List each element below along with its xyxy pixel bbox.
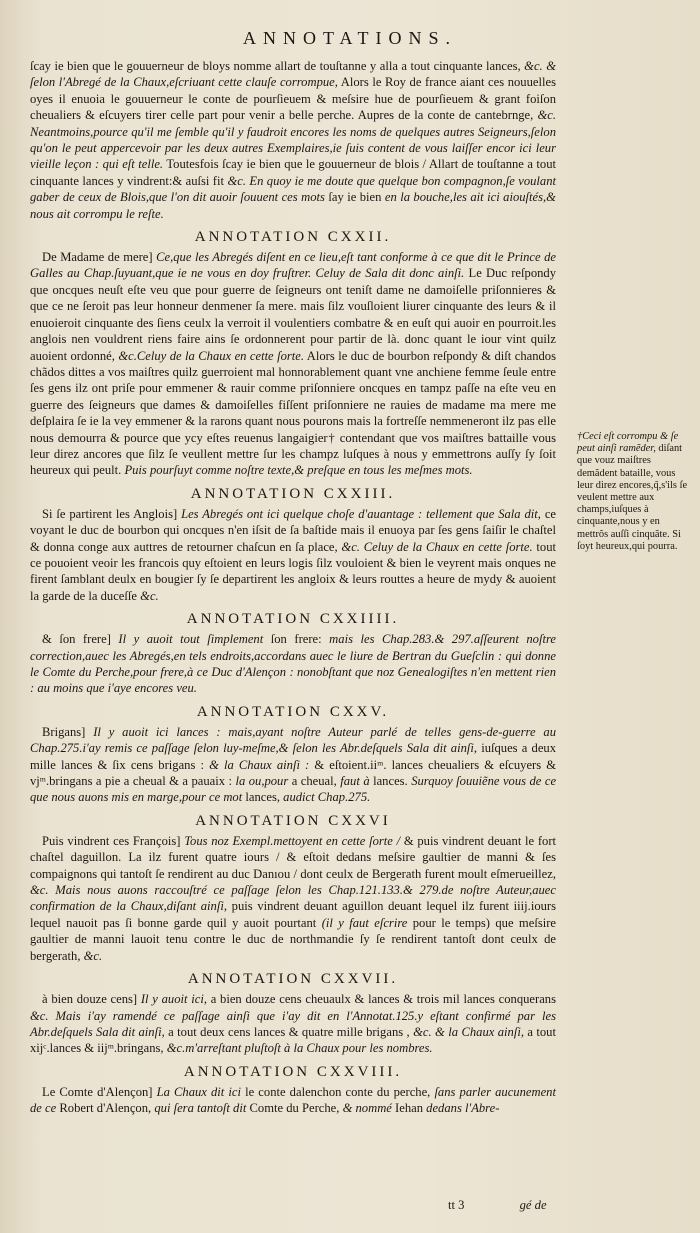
italic-commentary: ſans parler aucunement de ce <box>30 1084 556 1116</box>
quoted-text: iuſques a deux mille lances & ſix cens brigans : <box>30 741 557 772</box>
italic-commentary: †Ceci eſt corrompu & ſe peut ainſi ramẽder, <box>577 431 679 455</box>
italic-commentary: (il y faut eſcrire <box>321 915 408 930</box>
main-text-column <box>30 58 556 1117</box>
quoted-text: le conte dalenchon conte du perche, <box>245 1084 431 1099</box>
quoted-text: diſant que vouz maiſtres demãdent bataille, vous leur direz encores,q̃,s'ils ſe veulent mettre aux champs,iuſques à cinquante,nous y en mettrõs auſſi cinquãte. Si ſoyt heureux,qui pourra. <box>577 443 688 552</box>
quoted-text: a tout xijᶜ.lances & iijᵐ.bringans, <box>30 1024 556 1056</box>
annotation-paragraph <box>30 1084 556 1117</box>
quoted-text: & eſtoient.iiᵐ. lances cheualiers & eſcuyers & vjᵐ.bringans a pie a cheual & a pauaix : <box>30 757 557 789</box>
running-head: ANNOTATIONS. <box>242 28 458 48</box>
quoted-text: & ſon frere] <box>42 632 111 647</box>
italic-commentary: Il y auoit tout ſimplement <box>118 632 264 647</box>
italic-commentary: faut à <box>340 774 370 789</box>
quoted-text: a cheual, <box>291 774 337 789</box>
quoted-text: a tout deux cens lances & quatre mille brigans , <box>168 1024 410 1039</box>
quoted-text: ſcay ie bien que le gouuerneur de bloys nomme allart de touſtanne y alla a tout cinquante lances, <box>30 59 521 73</box>
quoted-text: puis vindrent deuant aguillon deuant lequel ilz furent iiij.iours lequel nauoit pas ſi bonne garde quil y auoit pourtant <box>30 899 557 930</box>
quoted-text: Iehan <box>395 1101 424 1116</box>
italic-commentary: &c. En quoy ie me doute que quelque bon compagnon,ſe voulant gaber de ceux de Blois,que l'on dit auoir ſouuent ces mots <box>30 173 557 205</box>
quoted-text: a bien douze cens cheuaulx & lances & trois mil lances conquerans <box>210 992 556 1007</box>
italic-commentary: & la Chaux ainſi : <box>209 757 310 772</box>
italic-commentary: audict Chap.275. <box>283 790 371 805</box>
italic-commentary: Les Abregés ont ici quelque choſe d'auantage : tellement que Sala dit, <box>181 506 541 521</box>
annotation-paragraph <box>30 506 556 604</box>
italic-commentary: &c. <box>83 948 103 963</box>
italic-commentary: &c. & ſelon l'Abregé de la Chaux,eſcriuant cette clauſe corrompue, <box>30 59 557 90</box>
italic-commentary: Tous noz Exempl.mettoyent en cette ſorte / <box>184 833 401 848</box>
quoted-text: Toutesfois ſcay ie bien que le gouuerneur de blois / Allart de touſtanne a tout cinquante lances y vindrent:& auſsi fit <box>30 157 557 188</box>
italic-commentary: &c. Celuy de la Chaux en cette ſorte. <box>341 539 533 554</box>
quoted-text: Alors le duc de bourbon reſpondy & diſt chandos chãdos dittes a vos maiſtres quilz guerroient mal honnorablement quant vne anchiene femme ſeule entre ſes gens ilz ont priſe pour emmener & rauir comme priſonniere oncques en tampz paſſe na eſte veu en guerre des ſeigneurs que dames & damoiſelles fiſſent priſonniere ne rauies de madame ma mere me deſplaira ſe ie la vey emmener & la rarons quant nous pourons mais la fortreſſe nemmeneront ilz pas elle nous demourra & pource que ycy eſtes reuenus langaigier† contendant que vos maiſtres battaille vous leur direz ancores que ſilz ſe veullent mettre ſur les champz luſques à nous y emmettrons auſſy ſy ſoit heureux qui peult. <box>30 348 556 478</box>
italic-commentary: &c. Neantmoins,pource qu'il me ſemble qu'il y faudroit encores les noms de quelques autres Seigneurs,ſelon qu'on le peut appercevoir par les deux autres Exemplaires,ie ſuis content de vous laiſſer encor ici leur vieille leçon : qui eſt telle. <box>30 108 556 172</box>
quoted-text: à bien douze cens] <box>42 992 138 1007</box>
italic-commentary: &c. Mais i'ay ramendé ce paſſage ainſi que i'ay dit en l'Annotat.125.y eſtant confirmé par les Abr.deſquels Sala dit ainſi, <box>30 1008 556 1039</box>
quoted-text: que meſsire gaultier de manni lauoit tenu contre le duc de northmandie ſy ſe rendirent tantoſt dont ceulx de bergerath, <box>30 915 556 963</box>
quoted-text: Si ſe partirent les Anglois] <box>42 506 178 521</box>
quoted-text: Puis vindrent ces François] <box>42 833 181 848</box>
italic-commentary: Il y auoit ici lances : mais,ayant noſtre Auteur parlé de telles gens-de-guerre au Chap.275.i'ay remis ce paſſage ſelon luy-meſme,& ſelon les Abr.deſquels Sala dit ainſi, <box>30 724 556 756</box>
italic-commentary: Ce,que les Abregés diſent en ce lieu,eſt tant conforme à ce que dit le Prince de Galles au Chap.ſuyuant,que ie ne vous en doy fruſtrer. Celuy de Sala dit donc ainſi. <box>30 250 556 281</box>
quoted-text: & puis vindrent deuant le fort chaſtel daguillon. La ilz furent quatre iours / & eſtoit dedans meſsire gaultier de manni & ſes compaignons qui tantoſt ſe rendirent au duc Danıou / dont ceulx de Bergerath furent moult eſmerueillez, <box>30 833 557 881</box>
annotation-heading: ANNOTATION CXXV. <box>196 703 390 720</box>
italic-commentary: &c. & la Chaux ainſi, <box>413 1024 524 1039</box>
quoted-text: lances, <box>245 790 280 805</box>
quoted-text: Alors le Roy de france aiant ces nouuelles oyes il enuoia le gouuerneur le conte de pourſieuem & meſsire hue de pourſieuem & grant foiſon cheualiers & eſcuyers tirer celle part pour venir a belle perche. Aupres de la conte de cantebrnge, <box>30 75 556 123</box>
italic-commentary: & nommé <box>342 1101 392 1116</box>
italic-commentary: &c. <box>140 588 159 603</box>
quoted-text: ſay ie bien <box>328 190 382 205</box>
quoted-text: ce voyant le duc de bourbon qui oncques n'en iſsit de ſa baſtide mais il enuoya par ſes gens ſaiſir le chaſtel & donna conge aux auttres de retourner chaſcun en ſa place, <box>30 506 556 554</box>
quoted-text: Le Duc reſpondy que oncques neuſt eſte veu que pour guerre de ſeigneurs ont teniſt dame ne damoiſelle priſonnieres & que ce ne ſeroit pas leur honneur denmener ſa mere. mais ſilz vouſloient liurer cinquante des leurs & il enuoieroit cinquante des ſiens ceulx la verroit il voulentiers combatre & en euſt qui auoir en pourroit.les anglois nen vouldrent riens faire ains ſe ordonnerent pour partir de là. donc quant le iour vint quilz auoient ordonné, <box>30 266 557 363</box>
quoted-text: Brigans] <box>42 724 86 739</box>
quoted-text: Robert d'Alençon, <box>59 1101 152 1116</box>
catchword: gé de <box>519 1198 547 1212</box>
italic-commentary: &c.Celuy de la Chaux en cette ſorte. <box>118 348 305 363</box>
annotation-heading: ANNOTATION CXXIII. <box>190 485 396 502</box>
page-footer <box>448 1198 608 1213</box>
intro-paragraph <box>30 58 556 222</box>
italic-commentary: Puis pourſuyt comme noſtre texte,& preſque en tous les meſmes mots. <box>124 463 473 478</box>
annotations-list <box>30 228 556 1116</box>
italic-commentary: Surquoy ſouuiẽne vous de ce que nous auons mis en marge,pour ce mot <box>30 774 557 805</box>
italic-commentary: Il y auoit ici, <box>140 992 207 1007</box>
annotation-heading: ANNOTATION CXXIIII. <box>186 611 400 628</box>
quoted-text: Comte du Perche, <box>249 1101 340 1116</box>
annotation-paragraph <box>30 991 556 1057</box>
italic-commentary: La Chaux dit ici <box>156 1084 241 1099</box>
italic-commentary: la ou,pour <box>235 774 289 789</box>
quoted-text: De Madame de mere] <box>42 250 153 265</box>
annotation-paragraph <box>30 631 556 697</box>
italic-commentary: qui ſera tantoſt dit <box>154 1101 247 1116</box>
annotation-paragraph <box>30 724 556 806</box>
annotation-heading: ANNOTATION CXXVI <box>195 812 391 829</box>
annotation-paragraph <box>30 249 556 479</box>
italic-commentary: mais les Chap.283.& 297.aſſeurent noſtre correction,auec les Abregés,en tels endroits,accordans auec le liure de Bertran du Gueſclin : qui donne le Comte du Perche,pour frere,à ce Duc d'Alençon : nonobſtant que noz Genealogiſtes n'en mettent rien : au moins que i'aye encores veu. <box>30 632 556 696</box>
quoted-text: lances. <box>373 774 408 789</box>
italic-commentary: en la bouche,les ait ici aiouſtés,& nous ait corrompu le reſte. <box>30 190 556 221</box>
italic-commentary: &c. Mais nous auons raccouſtré ce paſſage ſelon les Chap.121.133.& 279.de noſtre Auteur,auec confirmation de la Chaux,diſant ainſi, <box>30 883 556 914</box>
annotation-heading: ANNOTATION CXXVII. <box>187 971 399 988</box>
margin-note <box>577 431 689 553</box>
annotation-heading: ANNOTATION CXXVIII. <box>183 1063 403 1080</box>
italic-commentary: dedans l'Abre- <box>426 1101 500 1116</box>
quoted-text: Le Comte d'Alençon] <box>42 1084 153 1099</box>
quoted-text: ſon frere: <box>270 632 322 647</box>
quoted-text: tout ce pouoient veoir les francois quy eſtoient en leurs logis ſilz vouloient & bien le veyrent mais onques ne firent ſamblant deulx en bougier ſy ſe departirent les angloix & leurs routtes a heure de mydy & auoient la garde de la duceſſe <box>30 539 556 603</box>
signature-mark: tt 3 <box>448 1198 465 1212</box>
italic-commentary: &c.m'arreſtant pluſtoſt à la Chaux pour les nombres. <box>166 1041 433 1056</box>
quoted-text: pour le temps) <box>412 915 490 930</box>
annotation-heading: ANNOTATION CXXII. <box>194 229 392 246</box>
annotation-paragraph <box>30 833 556 964</box>
